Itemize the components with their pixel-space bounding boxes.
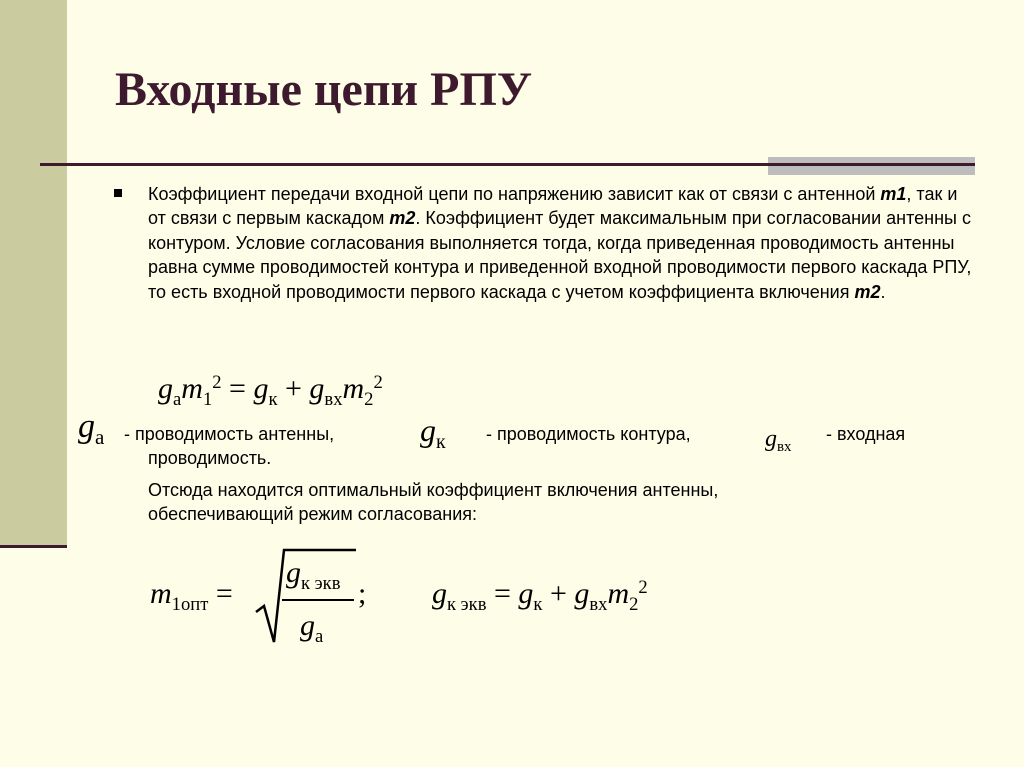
para-part: Коэффициент передачи входной цепи по напряжению зависит как от связи с антенной — [148, 184, 881, 204]
formula-symbol: m — [181, 372, 203, 405]
formula-operator: = — [208, 577, 233, 610]
para-part: , так и от связи с первым каскадом — [148, 184, 958, 229]
formula-subscript: вх — [324, 388, 343, 410]
formula-operator: + — [277, 372, 310, 405]
formula-symbol: m — [607, 577, 630, 610]
side-decor-bar — [0, 0, 67, 545]
title-rule — [40, 163, 760, 166]
definition-ga-text: - проводимость антенны, — [124, 424, 335, 444]
formula-symbol: g — [300, 609, 315, 642]
formula-superscript: 2 — [638, 576, 648, 598]
symbol-gvx — [765, 426, 792, 456]
formula-subscript: а — [173, 388, 182, 410]
optimal-m-lhs — [150, 577, 233, 615]
formula-semicolon: ; — [358, 577, 367, 610]
formula-subscript: а — [95, 425, 105, 450]
formula-superscript: 2 — [373, 371, 383, 393]
conclusion-line-2: обеспечивающий режим согласования: — [148, 504, 478, 524]
symbol-ga — [78, 408, 105, 450]
formula-symbol: g — [309, 372, 325, 405]
fraction-bar — [282, 599, 354, 601]
formula-subscript: к экв — [301, 572, 341, 594]
var-m2: m2 — [854, 281, 881, 302]
formula-subscript: 1опт — [171, 593, 209, 615]
title-gray-accent — [768, 157, 975, 175]
conclusion-line-1: Отсюда находится оптимальный коэффициент включения антенны, — [148, 480, 719, 500]
formula-superscript: 2 — [212, 371, 222, 393]
formula-subscript: к экв — [447, 593, 487, 615]
formula-subscript: 1 — [202, 388, 213, 410]
side-decor-line — [0, 545, 67, 548]
formula-subscript: к — [436, 430, 446, 453]
formula-symbol: g — [253, 372, 269, 405]
square-bullet-icon — [114, 189, 122, 197]
formula-subscript: к — [268, 388, 278, 410]
formula-symbol: g — [420, 412, 436, 448]
formula-symbol: g — [158, 372, 173, 405]
formula-subscript: вх — [777, 439, 792, 456]
symbol-gk — [420, 412, 446, 453]
formula-subscript: а — [315, 625, 324, 647]
formula-operator: = — [486, 577, 519, 610]
formula-symbol: g — [432, 577, 447, 610]
formula-subscript: вх — [589, 593, 608, 615]
formula-subscript: 2 — [629, 593, 639, 615]
fraction-numerator — [286, 556, 341, 594]
var-m2: m2 — [389, 208, 416, 229]
formula-symbol: g — [765, 426, 777, 452]
formula-operator: + — [542, 577, 575, 610]
equivalent-conductance-formula — [432, 576, 648, 615]
var-m1: m1 — [880, 184, 907, 204]
formula-symbol: g — [574, 577, 590, 610]
para-part: . Коэффициент будет максимальным при согласовании антенны с контуром. Условие согласования выполняется тогда, когда приведенная проводимость антенны равна сумме проводимостей контура и приведенной входной проводимости первого каскада РПУ, то есть входной проводимости первого каскада с учетом коэффициента включения — [148, 208, 972, 302]
definition-gk-text: - проводимость контура, — [486, 424, 691, 444]
formula-symbol: g — [518, 577, 534, 610]
formula-symbol: m — [150, 577, 172, 610]
slide-title: Входные цепи РПУ — [115, 63, 533, 116]
main-paragraph — [148, 182, 978, 304]
formula-subscript: к — [533, 593, 543, 615]
fraction-denominator — [300, 609, 324, 647]
title-rule-right — [760, 163, 975, 166]
formula-operator: = — [221, 372, 254, 405]
formula-symbol: g — [286, 556, 301, 589]
formula-symbol: m — [342, 372, 365, 405]
formula-symbol: g — [78, 408, 95, 445]
definition-gvx-text-cont: проводимость. — [148, 448, 272, 468]
para-part: . — [880, 281, 886, 302]
formula-subscript: 2 — [364, 388, 374, 410]
matching-condition-formula — [158, 371, 383, 410]
definition-gvx-text: - входная — [826, 424, 906, 444]
